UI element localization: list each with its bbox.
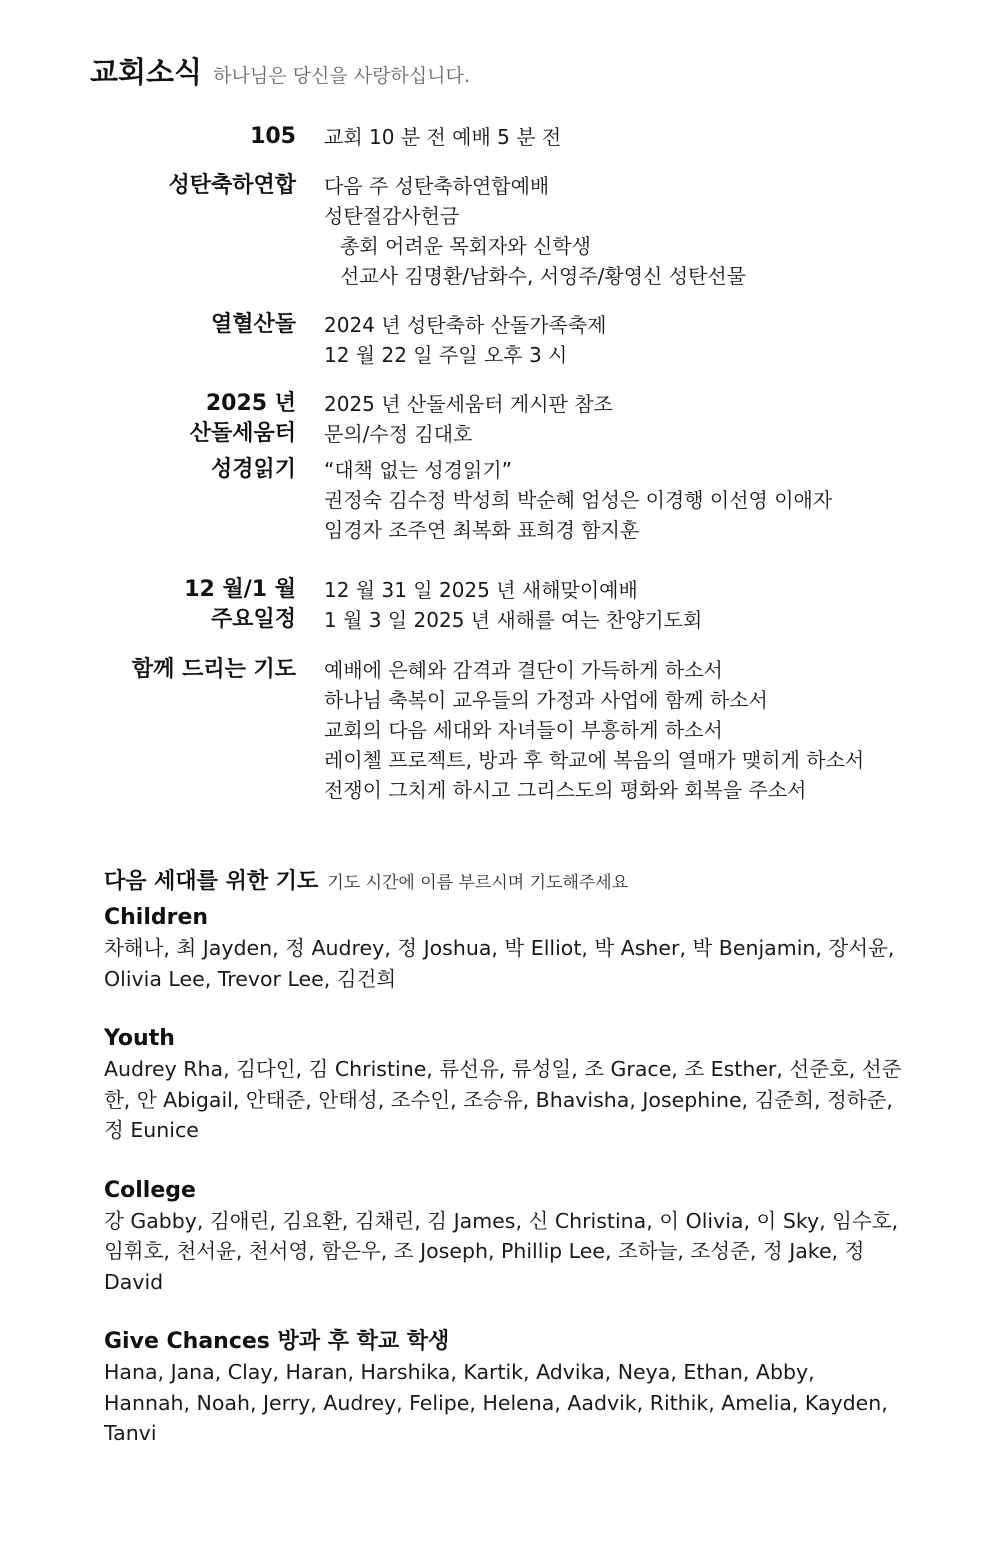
news-label: 성경읽기 — [210, 457, 296, 482]
group-title: Children — [104, 905, 209, 930]
news-label: 열혈산돌 — [210, 312, 296, 337]
page-title: 교회소식 — [90, 55, 203, 89]
page-header — [90, 50, 470, 91]
news-label: 함께 드리는 기도 — [131, 657, 296, 682]
news-body: 예배에 은혜와 감격과 결단이 가득하게 하소서 하나님 축복이 교우들의 가정과 사업에 함께 하소서 교회의 다음 세대와 자녀들이 부흥하게 하소서 레이첼 프로젝트, 방과 후 학교에 복음의 열매가 맺히게 하소서 전쟁이 그치게 하시고 그리스도의 평화와 회복을 주소서 — [324, 658, 865, 802]
group-title: Give Chances 방과 후 학교 학생 — [104, 1329, 450, 1354]
news-item-schedule — [0, 575, 1000, 635]
news-body: “대책 없는 성경읽기” 권정숙 김수정 박성희 박순혜 엄성은 이경행 이선영 이애자 임경자 조주연 최복화 표희경 함지훈 — [324, 458, 833, 542]
group-names: 강 Gabby, 김애린, 김요환, 김채린, 김 James, 신 Christina, 이 Olivia, 이 Sky, 임수호, 임휘호, 천서윤, 천서영, 함은우, 조 Joseph, Phillip Lee, 조하늘, 조성준, 정 Jake, 정 David — [104, 1208, 899, 1294]
prayer-group-children — [104, 903, 964, 994]
group-names: 차해나, 최 Jayden, 정 Audrey, 정 Joshua, 박 Elliot, 박 Asher, 박 Benjamin, 장서윤, Olivia Lee, Trevor Lee, 김건희 — [104, 936, 895, 991]
news-item-bible-reading — [0, 455, 1000, 545]
news-label: 105 — [250, 124, 296, 149]
prayer-group-give-chances — [104, 1327, 964, 1449]
news-body: 12 월 31 일 2025 년 새해맞이예배 1 월 3 일 2025 년 새해를 여는 찬양기도회 — [324, 578, 703, 632]
news-body: 다음 주 성탄축하연합예배 성탄절감사헌금 총회 어려운 목회자와 신학생 선교사 김명환/남화수, 서영주/황영신 성탄선물 — [324, 174, 746, 288]
news-item-yeolhyeol-sandol — [0, 310, 1000, 370]
church-news-list — [0, 122, 1000, 805]
news-body: 2024 년 성탄축하 산돌가족축제 12 월 22 일 주일 오후 3 시 — [324, 313, 607, 367]
prayer-group-youth — [104, 1024, 964, 1146]
next-generation-prayer — [104, 866, 964, 1449]
news-item-christmas-union — [0, 171, 1000, 291]
prayer-group-college — [104, 1176, 964, 1298]
group-names: Hana, Jana, Clay, Haran, Harshika, Kartik, Advika, Neya, Ethan, Abby, Hannah, Noah, Jerry, Audrey, Felipe, Helena, Aadvik, Rithik, Amelia, Kayden, Tanvi — [104, 1360, 888, 1445]
page-subtitle: 하나님은 당신을 사랑하십니다. — [213, 65, 470, 87]
news-body: 교회 10 분 전 예배 5 분 전 — [324, 125, 562, 149]
prayer-subtitle: 기도 시간에 이름 부르시며 기도해주세요 — [327, 873, 629, 893]
news-label: 12 월/1 월 주요일정 — [184, 577, 296, 632]
group-names: Audrey Rha, 김다인, 김 Christine, 류선유, 류성일, 조 Grace, 조 Esther, 선준호, 선준한, 안 Abigail, 안태준, 안태성, 조수인, 조승유, Bhavisha, Josephine, 김준희, 정하준, 정 Eunice — [104, 1057, 902, 1142]
news-label: 2025 년 산돌세움터 — [189, 391, 296, 446]
group-title: College — [104, 1177, 196, 1203]
news-label: 성탄축하연합 — [168, 173, 296, 198]
news-item-105 — [0, 122, 1000, 152]
prayer-header — [104, 866, 964, 899]
prayer-title: 다음 세대를 위한 기도 — [104, 869, 319, 894]
news-body: 2025 년 산돌세움터 게시판 참조 문의/수정 김대호 — [324, 392, 613, 446]
news-item-2025-sandol-seumteo — [0, 389, 1000, 449]
group-title: Youth — [104, 1026, 175, 1051]
news-item-prayer-together — [0, 655, 1000, 805]
